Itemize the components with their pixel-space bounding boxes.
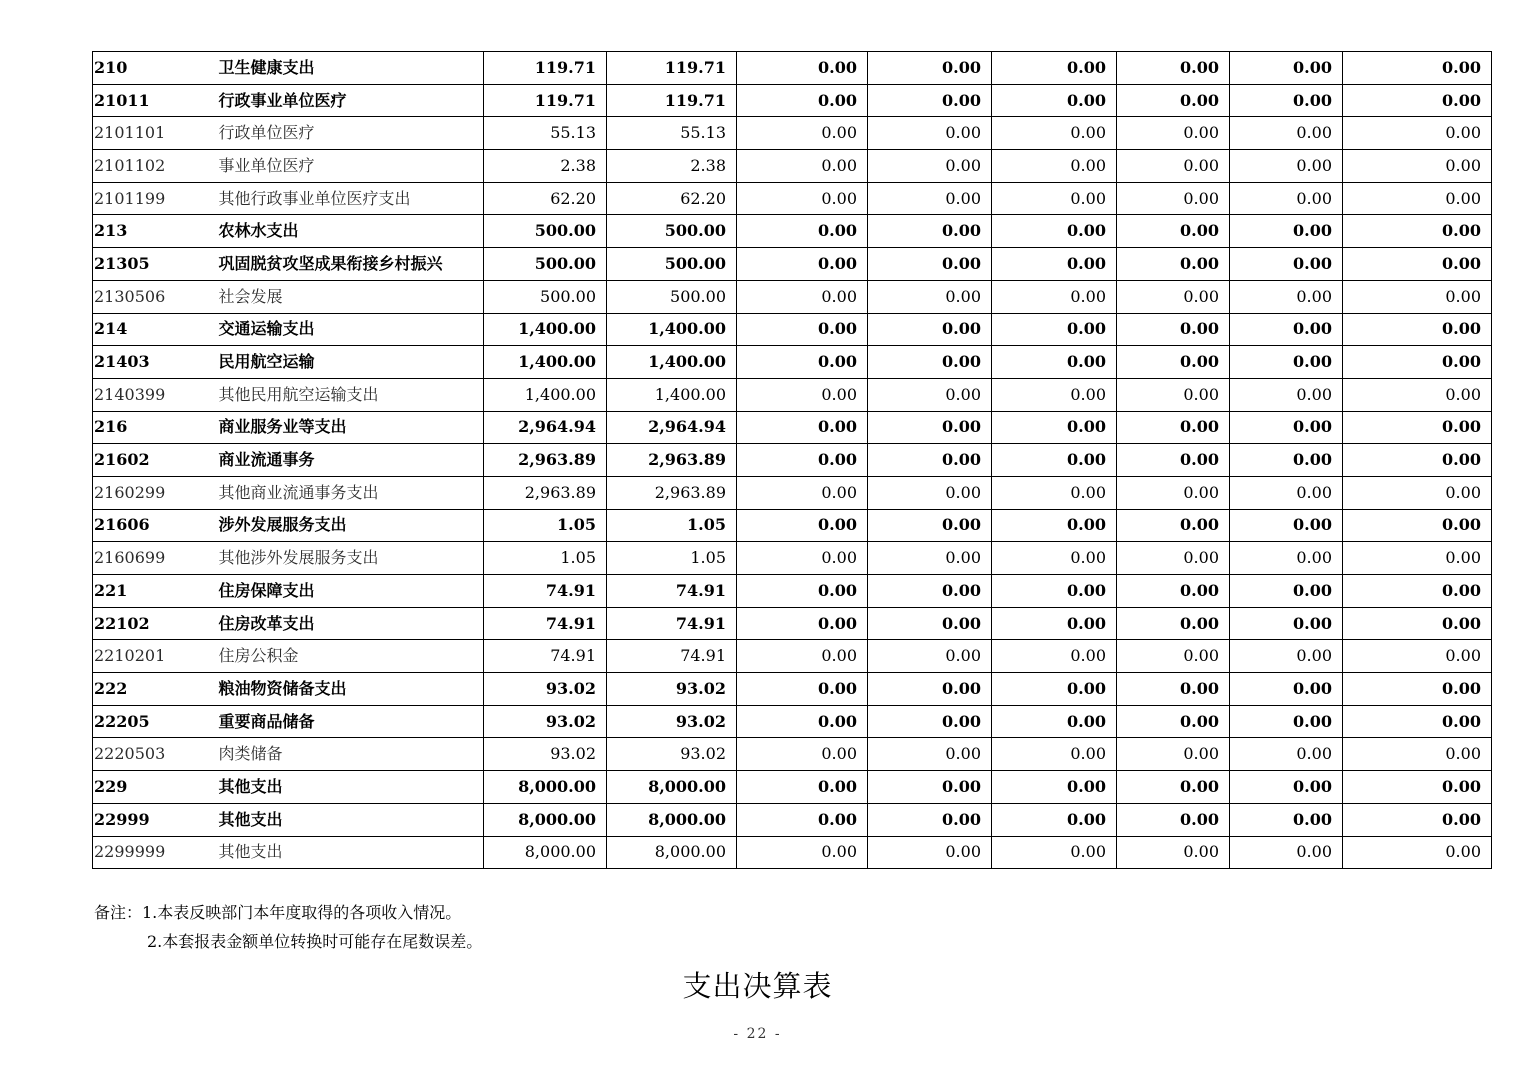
subject-name-cell: 住房公积金	[216, 640, 484, 673]
amount-cell: 0.00	[1117, 476, 1230, 509]
amount-cell: 0.00	[1343, 836, 1492, 869]
table-row	[93, 378, 1492, 411]
amount-cell: 0.00	[1117, 313, 1230, 346]
footnote-line-2: 2.本套报表金额单位转换时可能存在尾数误差。	[147, 932, 483, 951]
amount-cell: 0.00	[1117, 150, 1230, 183]
amount-cell: 0.00	[1117, 280, 1230, 313]
table-row	[93, 346, 1492, 379]
amount-cell: 1,400.00	[484, 378, 607, 411]
subject-name-cell: 商业流通事务	[216, 444, 484, 477]
amount-cell: 2,963.89	[484, 476, 607, 509]
amount-cell: 0.00	[737, 52, 868, 85]
amount-cell: 62.20	[607, 182, 737, 215]
amount-cell: 0.00	[1117, 84, 1230, 117]
subject-name-cell: 农林水支出	[216, 215, 484, 248]
amount-cell: 0.00	[868, 378, 992, 411]
subject-name-cell: 事业单位医疗	[216, 150, 484, 183]
amount-cell: 0.00	[1343, 444, 1492, 477]
amount-cell: 500.00	[484, 248, 607, 281]
subject-code-cell: 2160299	[93, 476, 216, 509]
amount-cell: 0.00	[992, 411, 1117, 444]
amount-cell: 0.00	[1343, 378, 1492, 411]
amount-cell: 0.00	[868, 738, 992, 771]
table-row	[93, 117, 1492, 150]
subject-name-cell: 巩固脱贫攻坚成果衔接乡村振兴	[216, 248, 484, 281]
amount-cell: 0.00	[992, 182, 1117, 215]
subject-name-cell: 民用航空运输	[216, 346, 484, 379]
subject-name-cell: 重要商品储备	[216, 705, 484, 738]
amount-cell: 8,000.00	[607, 803, 737, 836]
amount-cell: 0.00	[737, 248, 868, 281]
subject-name-cell: 社会发展	[216, 280, 484, 313]
amount-cell: 8,000.00	[484, 803, 607, 836]
subject-code-cell: 2101199	[93, 182, 216, 215]
amount-cell: 0.00	[868, 52, 992, 85]
amount-cell: 0.00	[868, 215, 992, 248]
subject-name-cell: 其他支出	[216, 771, 484, 804]
table-body	[93, 52, 1492, 869]
amount-cell: 0.00	[1343, 542, 1492, 575]
subject-name-cell: 交通运输支出	[216, 313, 484, 346]
amount-cell: 0.00	[868, 542, 992, 575]
amount-cell: 2.38	[607, 150, 737, 183]
subject-name-cell: 其他商业流通事务支出	[216, 476, 484, 509]
amount-cell: 62.20	[484, 182, 607, 215]
amount-cell: 500.00	[607, 280, 737, 313]
amount-cell: 0.00	[992, 84, 1117, 117]
table-row	[93, 509, 1492, 542]
amount-cell: 0.00	[737, 640, 868, 673]
amount-cell: 0.00	[1117, 803, 1230, 836]
amount-cell: 0.00	[1230, 313, 1343, 346]
amount-cell: 0.00	[737, 215, 868, 248]
amount-cell: 8,000.00	[484, 771, 607, 804]
amount-cell: 0.00	[1230, 117, 1343, 150]
table-row	[93, 771, 1492, 804]
amount-cell: 1.05	[607, 542, 737, 575]
amount-cell: 0.00	[1343, 640, 1492, 673]
amount-cell: 0.00	[1117, 378, 1230, 411]
amount-cell: 119.71	[484, 84, 607, 117]
amount-cell: 0.00	[868, 182, 992, 215]
amount-cell: 0.00	[737, 117, 868, 150]
table-row	[93, 542, 1492, 575]
amount-cell: 0.00	[992, 313, 1117, 346]
amount-cell: 0.00	[1230, 182, 1343, 215]
amount-cell: 0.00	[1117, 509, 1230, 542]
amount-cell: 1.05	[484, 509, 607, 542]
amount-cell: 0.00	[868, 248, 992, 281]
amount-cell: 8,000.00	[607, 771, 737, 804]
amount-cell: 0.00	[737, 738, 868, 771]
amount-cell: 0.00	[1230, 738, 1343, 771]
amount-cell: 0.00	[1117, 673, 1230, 706]
amount-cell: 0.00	[737, 150, 868, 183]
amount-cell: 0.00	[1343, 738, 1492, 771]
amount-cell: 0.00	[1117, 52, 1230, 85]
amount-cell: 0.00	[1343, 771, 1492, 804]
amount-cell: 0.00	[868, 640, 992, 673]
amount-cell: 0.00	[1343, 117, 1492, 150]
amount-cell: 500.00	[484, 215, 607, 248]
amount-cell: 0.00	[737, 280, 868, 313]
amount-cell: 0.00	[1117, 411, 1230, 444]
amount-cell: 0.00	[1230, 575, 1343, 608]
amount-cell: 0.00	[992, 378, 1117, 411]
subject-code-cell: 222	[93, 673, 216, 706]
amount-cell: 55.13	[484, 117, 607, 150]
amount-cell: 0.00	[868, 280, 992, 313]
amount-cell: 0.00	[1343, 411, 1492, 444]
amount-cell: 0.00	[992, 52, 1117, 85]
amount-cell: 0.00	[992, 542, 1117, 575]
amount-cell: 2,963.89	[607, 476, 737, 509]
subject-code-cell: 2299999	[93, 836, 216, 869]
amount-cell: 0.00	[1343, 346, 1492, 379]
amount-cell: 0.00	[1117, 705, 1230, 738]
amount-cell: 0.00	[1230, 444, 1343, 477]
table-row	[93, 150, 1492, 183]
subject-code-cell: 22999	[93, 803, 216, 836]
amount-cell: 0.00	[737, 182, 868, 215]
amount-cell: 0.00	[1230, 215, 1343, 248]
table-row	[93, 640, 1492, 673]
amount-cell: 2,963.89	[484, 444, 607, 477]
amount-cell: 0.00	[1230, 378, 1343, 411]
amount-cell: 0.00	[1117, 248, 1230, 281]
amount-cell: 1,400.00	[484, 346, 607, 379]
amount-cell: 0.00	[1230, 673, 1343, 706]
amount-cell: 0.00	[992, 509, 1117, 542]
subject-code-cell: 213	[93, 215, 216, 248]
amount-cell: 0.00	[992, 280, 1117, 313]
amount-cell: 1.05	[484, 542, 607, 575]
amount-cell: 0.00	[868, 84, 992, 117]
amount-cell: 0.00	[868, 117, 992, 150]
amount-cell: 0.00	[868, 771, 992, 804]
amount-cell: 0.00	[1117, 215, 1230, 248]
subject-name-cell: 其他行政事业单位医疗支出	[216, 182, 484, 215]
amount-cell: 0.00	[992, 771, 1117, 804]
amount-cell: 0.00	[1230, 411, 1343, 444]
amount-cell: 0.00	[1343, 280, 1492, 313]
amount-cell: 0.00	[737, 346, 868, 379]
table-row	[93, 607, 1492, 640]
amount-cell: 0.00	[1343, 803, 1492, 836]
amount-cell: 0.00	[1117, 117, 1230, 150]
subject-code-cell: 2101102	[93, 150, 216, 183]
next-table-title: 支出决算表	[682, 969, 833, 1003]
amount-cell: 0.00	[1343, 607, 1492, 640]
subject-code-cell: 229	[93, 771, 216, 804]
amount-cell: 0.00	[1117, 575, 1230, 608]
amount-cell: 0.00	[868, 836, 992, 869]
amount-cell: 119.71	[607, 84, 737, 117]
amount-cell: 0.00	[1230, 476, 1343, 509]
amount-cell: 1,400.00	[607, 346, 737, 379]
amount-cell: 93.02	[484, 705, 607, 738]
amount-cell: 0.00	[1343, 476, 1492, 509]
amount-cell: 1.05	[607, 509, 737, 542]
amount-cell: 0.00	[992, 673, 1117, 706]
amount-cell: 74.91	[484, 575, 607, 608]
subject-code-cell: 216	[93, 411, 216, 444]
subject-name-cell: 肉类储备	[216, 738, 484, 771]
amount-cell: 0.00	[1230, 509, 1343, 542]
amount-cell: 0.00	[992, 117, 1117, 150]
subject-name-cell: 其他涉外发展服务支出	[216, 542, 484, 575]
subject-code-cell: 2101101	[93, 117, 216, 150]
amount-cell: 0.00	[1230, 346, 1343, 379]
table-row	[93, 52, 1492, 85]
subject-code-cell: 2130506	[93, 280, 216, 313]
subject-code-cell: 21403	[93, 346, 216, 379]
amount-cell: 0.00	[992, 476, 1117, 509]
subject-name-cell: 其他支出	[216, 803, 484, 836]
table-row	[93, 280, 1492, 313]
amount-cell: 0.00	[1117, 836, 1230, 869]
amount-cell: 0.00	[1117, 640, 1230, 673]
amount-cell: 0.00	[1117, 738, 1230, 771]
amount-cell: 74.91	[607, 607, 737, 640]
amount-cell: 0.00	[1343, 182, 1492, 215]
subject-code-cell: 2140399	[93, 378, 216, 411]
amount-cell: 0.00	[868, 411, 992, 444]
amount-cell: 500.00	[607, 248, 737, 281]
table-row	[93, 673, 1492, 706]
amount-cell: 1,400.00	[607, 378, 737, 411]
amount-cell: 0.00	[992, 346, 1117, 379]
amount-cell: 0.00	[737, 836, 868, 869]
amount-cell: 93.02	[484, 738, 607, 771]
amount-cell: 0.00	[737, 411, 868, 444]
subject-name-cell: 商业服务业等支出	[216, 411, 484, 444]
amount-cell: 0.00	[1230, 705, 1343, 738]
amount-cell: 0.00	[868, 575, 992, 608]
amount-cell: 0.00	[737, 575, 868, 608]
table-row	[93, 803, 1492, 836]
amount-cell: 0.00	[737, 607, 868, 640]
amount-cell: 0.00	[992, 607, 1117, 640]
amount-cell: 500.00	[484, 280, 607, 313]
amount-cell: 0.00	[1230, 836, 1343, 869]
table-row	[93, 444, 1492, 477]
subject-name-cell: 住房改革支出	[216, 607, 484, 640]
amount-cell: 0.00	[737, 542, 868, 575]
table-row	[93, 248, 1492, 281]
subject-name-cell: 涉外发展服务支出	[216, 509, 484, 542]
amount-cell: 93.02	[607, 738, 737, 771]
amount-cell: 0.00	[1230, 542, 1343, 575]
amount-cell: 74.91	[484, 640, 607, 673]
amount-cell: 0.00	[737, 84, 868, 117]
subject-code-cell: 221	[93, 575, 216, 608]
subject-code-cell: 2220503	[93, 738, 216, 771]
table-row	[93, 738, 1492, 771]
amount-cell: 0.00	[1343, 509, 1492, 542]
amount-cell: 0.00	[868, 803, 992, 836]
amount-cell: 93.02	[484, 673, 607, 706]
amount-cell: 0.00	[1230, 280, 1343, 313]
amount-cell: 0.00	[1230, 248, 1343, 281]
amount-cell: 0.00	[1117, 771, 1230, 804]
amount-cell: 0.00	[1230, 640, 1343, 673]
amount-cell: 0.00	[1343, 673, 1492, 706]
subject-name-cell: 行政事业单位医疗	[216, 84, 484, 117]
amount-cell: 0.00	[737, 313, 868, 346]
subject-code-cell: 214	[93, 313, 216, 346]
table-row	[93, 411, 1492, 444]
subject-code-cell: 21606	[93, 509, 216, 542]
amount-cell: 0.00	[1230, 150, 1343, 183]
amount-cell: 0.00	[737, 673, 868, 706]
amount-cell: 0.00	[1343, 215, 1492, 248]
amount-cell: 0.00	[1117, 346, 1230, 379]
table-row	[93, 313, 1492, 346]
amount-cell: 55.13	[607, 117, 737, 150]
table-row	[93, 836, 1492, 869]
subject-code-cell: 22205	[93, 705, 216, 738]
amount-cell: 0.00	[868, 444, 992, 477]
amount-cell: 0.00	[737, 803, 868, 836]
amount-cell: 0.00	[737, 476, 868, 509]
amount-cell: 0.00	[868, 607, 992, 640]
amount-cell: 0.00	[737, 444, 868, 477]
amount-cell: 2,964.94	[607, 411, 737, 444]
amount-cell: 0.00	[1343, 84, 1492, 117]
amount-cell: 0.00	[1343, 313, 1492, 346]
subject-name-cell: 其他支出	[216, 836, 484, 869]
subject-code-cell: 2160699	[93, 542, 216, 575]
amount-cell: 0.00	[868, 509, 992, 542]
subject-name-cell: 其他民用航空运输支出	[216, 378, 484, 411]
amount-cell: 0.00	[1343, 150, 1492, 183]
amount-cell: 2,963.89	[607, 444, 737, 477]
amount-cell: 74.91	[607, 640, 737, 673]
amount-cell: 0.00	[1230, 84, 1343, 117]
amount-cell: 1,400.00	[484, 313, 607, 346]
amount-cell: 1,400.00	[607, 313, 737, 346]
page-number: - 22 -	[733, 1026, 782, 1042]
amount-cell: 119.71	[484, 52, 607, 85]
subject-name-cell: 行政单位医疗	[216, 117, 484, 150]
amount-cell: 0.00	[1343, 705, 1492, 738]
amount-cell: 8,000.00	[484, 836, 607, 869]
amount-cell: 0.00	[737, 509, 868, 542]
amount-cell: 0.00	[992, 705, 1117, 738]
amount-cell: 2,964.94	[484, 411, 607, 444]
amount-cell: 0.00	[992, 803, 1117, 836]
amount-cell: 0.00	[992, 575, 1117, 608]
amount-cell: 0.00	[992, 215, 1117, 248]
subject-code-cell: 21305	[93, 248, 216, 281]
income-report-table	[92, 51, 1492, 869]
amount-cell: 0.00	[1230, 803, 1343, 836]
amount-cell: 0.00	[1230, 771, 1343, 804]
amount-cell: 0.00	[1230, 607, 1343, 640]
amount-cell: 0.00	[992, 150, 1117, 183]
footnote-line-1: 备注：1.本表反映部门本年度取得的各项收入情况。	[94, 903, 462, 922]
amount-cell: 0.00	[868, 476, 992, 509]
amount-cell: 0.00	[1343, 248, 1492, 281]
amount-cell: 0.00	[992, 836, 1117, 869]
subject-code-cell: 21011	[93, 84, 216, 117]
amount-cell: 2.38	[484, 150, 607, 183]
amount-cell: 119.71	[607, 52, 737, 85]
amount-cell: 74.91	[607, 575, 737, 608]
amount-cell: 0.00	[737, 771, 868, 804]
amount-cell: 0.00	[868, 150, 992, 183]
amount-cell: 0.00	[1343, 52, 1492, 85]
amount-cell: 0.00	[868, 705, 992, 738]
amount-cell: 0.00	[737, 378, 868, 411]
subject-code-cell: 22102	[93, 607, 216, 640]
amount-cell: 0.00	[868, 673, 992, 706]
table-row	[93, 476, 1492, 509]
table-row	[93, 705, 1492, 738]
amount-cell: 0.00	[1343, 575, 1492, 608]
subject-code-cell: 2210201	[93, 640, 216, 673]
amount-cell: 0.00	[992, 248, 1117, 281]
amount-cell: 93.02	[607, 705, 737, 738]
subject-code-cell: 21602	[93, 444, 216, 477]
amount-cell: 0.00	[737, 705, 868, 738]
table-row	[93, 182, 1492, 215]
amount-cell: 0.00	[868, 313, 992, 346]
table-row	[93, 84, 1492, 117]
amount-cell: 0.00	[1117, 444, 1230, 477]
subject-name-cell: 住房保障支出	[216, 575, 484, 608]
subject-name-cell: 粮油物资储备支出	[216, 673, 484, 706]
amount-cell: 0.00	[992, 640, 1117, 673]
subject-name-cell: 卫生健康支出	[216, 52, 484, 85]
amount-cell: 93.02	[607, 673, 737, 706]
amount-cell: 0.00	[1117, 542, 1230, 575]
amount-cell: 0.00	[1117, 607, 1230, 640]
amount-cell: 74.91	[484, 607, 607, 640]
table-row	[93, 215, 1492, 248]
amount-cell: 500.00	[607, 215, 737, 248]
amount-cell: 8,000.00	[607, 836, 737, 869]
amount-cell: 0.00	[868, 346, 992, 379]
table-row	[93, 575, 1492, 608]
amount-cell: 0.00	[992, 738, 1117, 771]
subject-code-cell: 210	[93, 52, 216, 85]
amount-cell: 0.00	[1117, 182, 1230, 215]
amount-cell: 0.00	[1230, 52, 1343, 85]
amount-cell: 0.00	[992, 444, 1117, 477]
